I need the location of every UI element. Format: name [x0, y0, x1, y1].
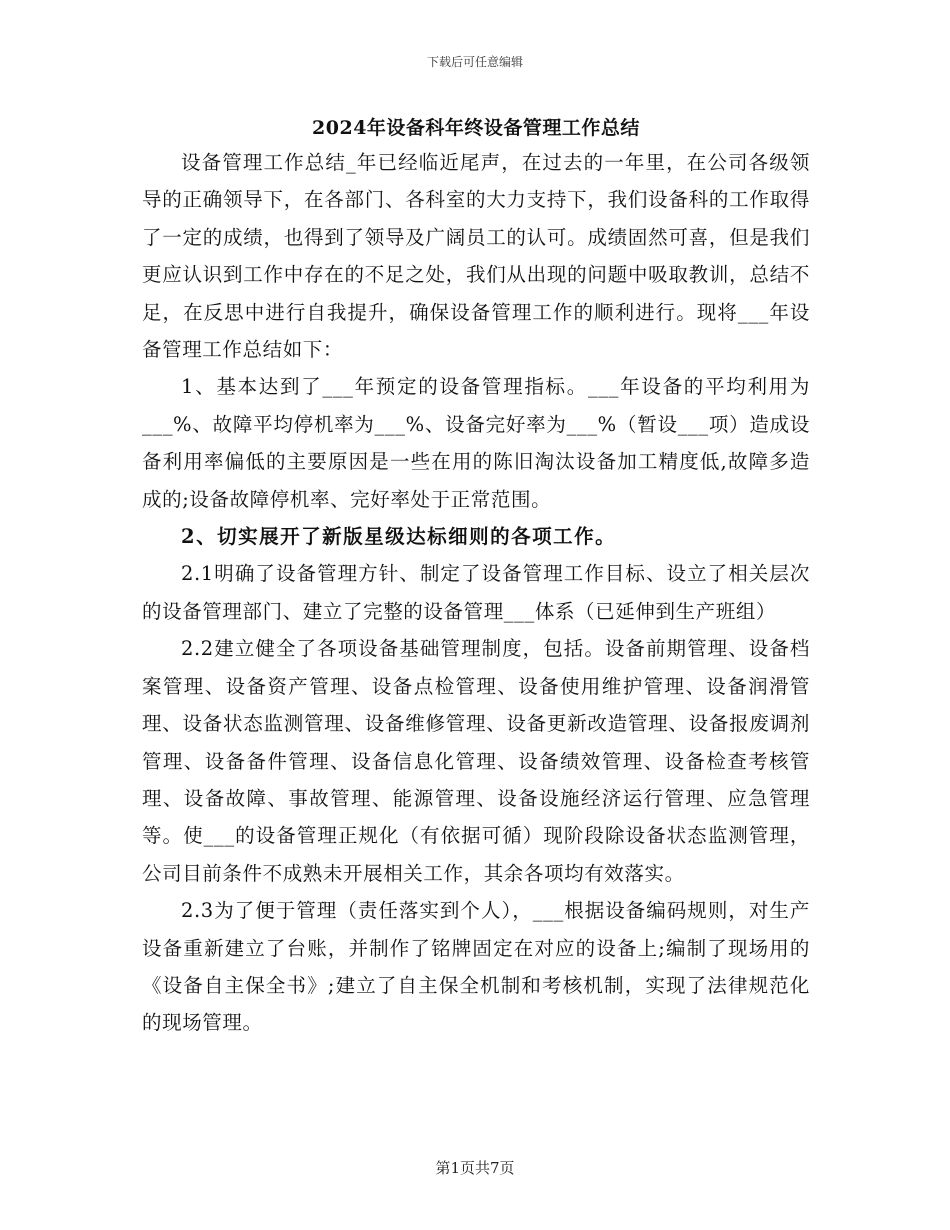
page-number: 第1页共7页	[435, 1159, 515, 1177]
document-title: 2024年设备科年终设备管理工作总结	[312, 117, 640, 139]
paragraph-item-2-1: 2.1明确了设备管理方针、制定了设备管理工作目标、设立了相关层次的设备管理部门、建立了完整的设备管理___体系（已延伸到生产班组）	[142, 562, 810, 623]
paragraph-item-2-2: 2.2建立健全了各项设备基础管理制度，包括。设备前期管理、设备档案管理、设备资产管理、设备点检管理、设备使用维护管理、设备润滑管理、设备状态监测管理、设备维修管理、设备更新改造管理、设备报废调剂管理、设备备件管理、设备信息化管理、设备绩效管理、设备检查考核管理、设备故障、事故管理、能源管理、设备设施经济运行管理、应急管理等。使___的设备管理正规化（有依据可循）现阶段除设备状态监测管理，公司目前条件不成熟未开展相关工作，其余各项均有效落实。	[142, 637, 810, 885]
paragraph-item-1: 1、基本达到了___年预定的设备管理指标。___年设备的平均利用为___%、故障平均停机率为___%、设备完好率为___%（暂设___项）造成设备利用率偏低的主要原因是一些在用的陈旧淘汰设备加工精度低,故障多造成的;设备故障停机率、完好率处于正常范围。	[142, 375, 810, 511]
section-heading-2: 2、切实展开了新版星级达标细则的各项工作。	[181, 525, 617, 549]
document-body	[142, 112, 810, 1042]
paragraph-intro: 设备管理工作总结_年已经临近尾声，在过去的一年里，在公司各级领导的正确领导下，在各部门、各科室的大力支持下，我们设备科的工作取得了一定的成绩，也得到了领导及广阔员工的认可。成绩固然可喜，但是我们更应认识到工作中存在的不足之处，我们从出现的问题中吸取教训，总结不足，在反思中进行自我提升，确保设备管理工作的顺利进行。现将___年设备管理工作总结如下：	[142, 151, 810, 362]
paragraph-item-2-3: 2.3为了便于管理（责任落实到个人），___根据设备编码规则，对生产设备重新建立了台账，并制作了铭牌固定在对应的设备上;编制了现场用的《设备自主保全书》;建立了自主保全机制和考核机制，实现了法律规范化的现场管理。	[142, 899, 810, 1035]
page-header-note: 下载后可任意编辑	[426, 55, 523, 69]
